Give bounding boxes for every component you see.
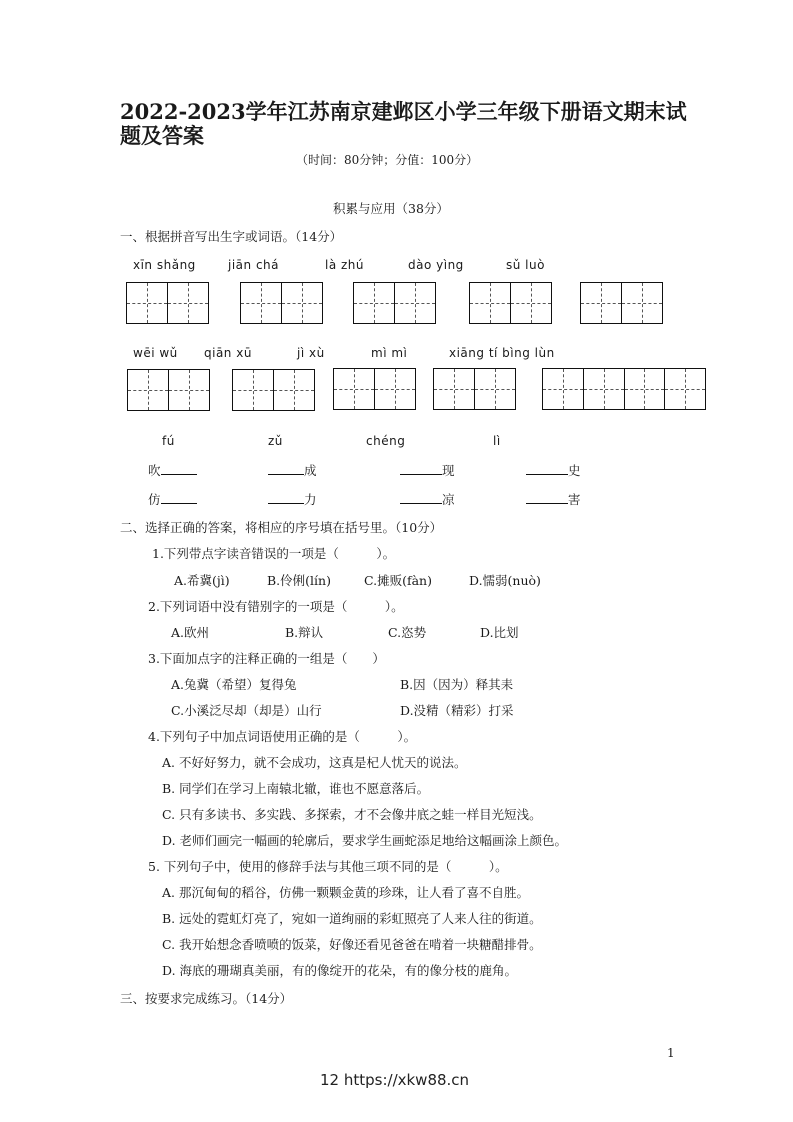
q1-heading: 一、根据拼音写出生字或词语。（14分） xyxy=(120,229,343,244)
fill-item[interactable] xyxy=(148,490,197,508)
q2-s3: 3.下面加点字的注释正确的一组是（ ） xyxy=(148,651,385,666)
pinyin-8: jì xù xyxy=(297,346,325,360)
option[interactable]: C.摊贩(fàn) xyxy=(364,573,432,588)
q3-heading: 三、按要求完成练习。（14分） xyxy=(120,991,293,1006)
option[interactable]: D.懦弱(nuò) xyxy=(469,573,541,588)
fill-char: 史 xyxy=(568,463,581,478)
option[interactable]: D. 老师们画完一幅画的轮廓后，要求学生画蛇添足地给这幅画涂上颜色。 xyxy=(162,833,568,848)
fill-char: 吹 xyxy=(148,463,161,478)
option[interactable]: C. 我开始想念香喷喷的饭菜，好像还看见爸爸在啃着一块糖醋排骨。 xyxy=(162,937,542,952)
writing-grid[interactable] xyxy=(333,368,416,410)
exam-info: （时间：80分钟；分值：100分） xyxy=(296,153,479,167)
option[interactable]: C.小溪泛尽却（却是）山行 xyxy=(171,703,322,718)
fill-char: 力 xyxy=(304,492,317,507)
pinyin-zu: zǔ xyxy=(268,434,283,448)
fill-char: 现 xyxy=(442,463,455,478)
answer-blank[interactable] xyxy=(526,491,568,504)
option[interactable]: A.希冀(jì) xyxy=(174,573,230,588)
answer-blank[interactable] xyxy=(400,491,442,504)
option[interactable]: B.辩认 xyxy=(285,625,324,640)
pinyin-4: dào yìng xyxy=(408,258,464,272)
pinyin-fu: fú xyxy=(162,434,175,448)
q2-heading: 二、选择正确的答案，将相应的序号填在括号里。（10分） xyxy=(120,520,443,535)
fill-item[interactable] xyxy=(400,490,455,508)
fill-item[interactable] xyxy=(526,490,581,508)
option[interactable]: D.没精（精彩）打采 xyxy=(400,703,514,718)
option[interactable]: D. 海底的珊瑚真美丽，有的像绽开的花朵，有的像分枝的鹿角。 xyxy=(162,963,518,978)
writing-grid[interactable] xyxy=(232,369,315,411)
option[interactable]: B.因（因为）释其耒 xyxy=(400,677,514,692)
option[interactable]: A. 那沉甸甸的稻谷，仿佛一颗颗金黄的珍珠，让人看了喜不自胜。 xyxy=(162,885,529,900)
pinyin-li: lì xyxy=(493,434,501,448)
answer-blank[interactable] xyxy=(400,462,442,475)
writing-grid[interactable] xyxy=(433,368,516,410)
pinyin-6: wēi wǔ xyxy=(133,346,178,360)
option[interactable]: B. 同学们在学习上南辕北辙，谁也不愿意落后。 xyxy=(162,781,430,796)
fill-item[interactable] xyxy=(526,461,581,479)
page-number: 1 xyxy=(667,1046,675,1060)
q2-s5: 5. 下列句子中，使用的修辞手法与其他三项不同的是（ ）。 xyxy=(148,859,508,874)
q2-s4: 4.下列句子中加点词语使用正确的是（ ）。 xyxy=(148,729,417,744)
writing-grid[interactable] xyxy=(353,282,436,324)
fill-char: 凉 xyxy=(442,492,455,507)
q2-s1: 1.下列带点字读音错误的一项是（ ）。 xyxy=(152,546,396,561)
writing-grid[interactable] xyxy=(469,282,552,324)
option[interactable]: B. 远处的霓虹灯亮了，宛如一道绚丽的彩虹照亮了人来人往的街道。 xyxy=(162,911,542,926)
pinyin-3: là zhú xyxy=(325,258,365,272)
option[interactable]: B.伶俐(lín) xyxy=(267,573,331,588)
pinyin-cheng: chéng xyxy=(366,434,406,448)
pinyin-10: xiāng tí bìng lùn xyxy=(449,346,555,360)
writing-grid-4[interactable] xyxy=(542,368,706,410)
option[interactable]: A.兔冀（希望）复得兔 xyxy=(171,677,297,692)
pinyin-5: sǔ luò xyxy=(506,258,545,272)
answer-blank[interactable] xyxy=(161,491,197,504)
fill-item[interactable] xyxy=(148,461,197,479)
fill-char: 害 xyxy=(568,492,581,507)
section-heading: 积累与应用（38分） xyxy=(333,201,449,216)
option[interactable]: D.比划 xyxy=(480,625,519,640)
answer-blank[interactable] xyxy=(161,462,197,475)
writing-grid[interactable] xyxy=(127,369,210,411)
pinyin-9: mì mì xyxy=(371,346,408,360)
doc-title-line2: 题及答案 xyxy=(120,123,204,148)
writing-grid[interactable] xyxy=(126,282,209,324)
fill-char: 仿 xyxy=(148,492,161,507)
option[interactable]: C.恣势 xyxy=(388,625,427,640)
footer-link[interactable]: 12 https://xkw88.cn xyxy=(320,1071,470,1089)
pinyin-1: xīn shǎng xyxy=(133,258,196,272)
doc-title-line1: 2022-2023学年江苏南京建邺区小学三年级下册语文期末试 xyxy=(120,99,687,124)
writing-grid[interactable] xyxy=(240,282,323,324)
q2-s2: 2.下列词语中没有错别字的一项是（ ）。 xyxy=(148,599,404,614)
pinyin-7: qiān xū xyxy=(204,346,252,360)
fill-char: 成 xyxy=(304,463,317,478)
option[interactable]: A. 不好好努力，就不会成功，这真是杞人忧天的说法。 xyxy=(162,755,467,770)
fill-item[interactable] xyxy=(268,490,317,508)
answer-blank[interactable] xyxy=(268,491,304,504)
answer-blank[interactable] xyxy=(526,462,568,475)
answer-blank[interactable] xyxy=(268,462,304,475)
option[interactable]: A.欧州 xyxy=(171,625,210,640)
fill-item[interactable] xyxy=(400,461,455,479)
pinyin-2: jiān chá xyxy=(228,258,279,272)
fill-item[interactable] xyxy=(268,461,317,479)
option[interactable]: C. 只有多读书、多实践、多探索，才不会像井底之蛙一样目光短浅。 xyxy=(162,807,542,822)
writing-grid[interactable] xyxy=(580,282,663,324)
